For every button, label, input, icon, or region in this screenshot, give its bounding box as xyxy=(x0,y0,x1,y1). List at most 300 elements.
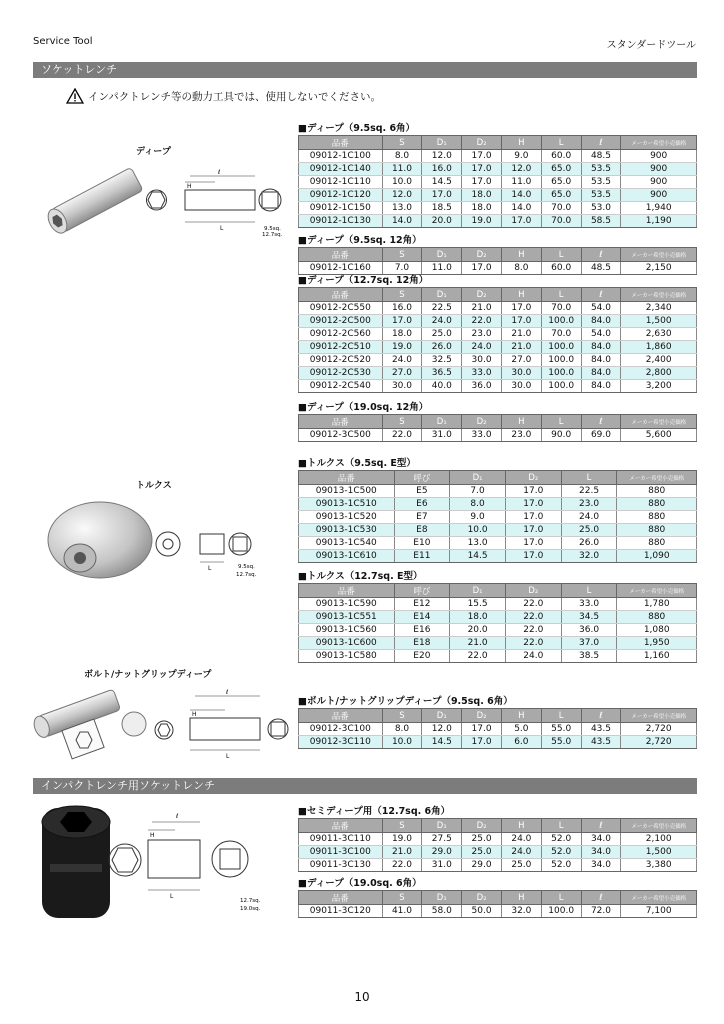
table-title: ■ディープ（9.5sq. 12角） xyxy=(298,235,422,246)
part-number-cell: 09012-2C540 xyxy=(299,380,383,393)
column-header: S xyxy=(382,288,422,302)
value-cell: E12 xyxy=(394,598,450,611)
value-cell: 17.0 xyxy=(462,723,502,736)
value-cell: 90.0 xyxy=(541,429,581,442)
table-row xyxy=(299,367,697,380)
column-header: H xyxy=(501,819,541,833)
value-cell: 17.0 xyxy=(505,550,561,563)
table-row xyxy=(299,611,697,624)
column-header: 品番 xyxy=(299,471,395,485)
value-cell: 55.0 xyxy=(541,723,581,736)
value-cell: 17.0 xyxy=(382,315,422,328)
value-cell: 3,200 xyxy=(621,380,697,393)
part-number-cell: 09013-1C580 xyxy=(299,650,395,663)
value-cell: 900 xyxy=(621,176,697,189)
table-title: ■ディープ（19.0sq. 6角） xyxy=(298,878,422,889)
value-cell: 8.0 xyxy=(382,723,422,736)
value-cell: 70.0 xyxy=(541,302,581,315)
table-row xyxy=(299,262,697,275)
value-cell: 27.5 xyxy=(422,833,462,846)
value-cell: 17.0 xyxy=(462,736,502,749)
value-cell: 53.5 xyxy=(581,176,621,189)
part-number-cell: 09012-2C530 xyxy=(299,367,383,380)
column-header: L xyxy=(541,288,581,302)
value-cell: 14.0 xyxy=(501,189,541,202)
value-cell: 22.0 xyxy=(382,859,422,872)
svg-text:L: L xyxy=(208,565,212,572)
value-cell: 26.0 xyxy=(561,537,617,550)
value-cell: 22.0 xyxy=(505,598,561,611)
value-cell: 22.5 xyxy=(561,485,617,498)
table-title: ■セミディープ用（12.7sq. 6角） xyxy=(298,806,451,817)
value-cell: 17.0 xyxy=(462,163,502,176)
value-cell: 2,800 xyxy=(621,367,697,380)
column-header: D₂ xyxy=(505,471,561,485)
table-row xyxy=(299,150,697,163)
table-torx-12-7 xyxy=(298,570,697,663)
caption-torx: トルクス xyxy=(136,481,172,491)
column-header: L xyxy=(541,248,581,262)
value-cell: E20 xyxy=(394,650,450,663)
value-cell: 17.0 xyxy=(505,485,561,498)
value-cell: 34.5 xyxy=(561,611,617,624)
table-deep-19-0-12pt xyxy=(298,401,697,442)
column-header: メーカー希望小売価格 xyxy=(621,288,697,302)
column-header: S xyxy=(382,709,422,723)
column-header: L xyxy=(541,819,581,833)
value-cell: 24.0 xyxy=(561,511,617,524)
part-number-cell: 09013-1C530 xyxy=(299,524,395,537)
value-cell: 29.0 xyxy=(462,859,502,872)
value-cell: 34.0 xyxy=(581,846,621,859)
value-cell: 1,090 xyxy=(617,550,697,563)
value-cell: E16 xyxy=(394,624,450,637)
column-header: L xyxy=(541,136,581,150)
svg-text:L: L xyxy=(226,753,230,760)
svg-text:ℓ: ℓ xyxy=(218,169,221,176)
svg-text:L: L xyxy=(220,225,224,232)
table-row xyxy=(299,624,697,637)
value-cell: 1,500 xyxy=(621,315,697,328)
value-cell: 9.0 xyxy=(450,511,506,524)
column-header: L xyxy=(541,709,581,723)
value-cell: 40.0 xyxy=(422,380,462,393)
value-cell: 52.0 xyxy=(541,846,581,859)
value-cell: 34.0 xyxy=(581,859,621,872)
value-cell: 1,160 xyxy=(617,650,697,663)
value-cell: 880 xyxy=(617,485,697,498)
warning-text: インパクトレンチ等の動力工具では、使用しないでください。 xyxy=(88,90,382,103)
value-cell: 25.0 xyxy=(561,524,617,537)
column-header: 品番 xyxy=(299,709,383,723)
value-cell: 22.0 xyxy=(505,611,561,624)
value-cell: 14.0 xyxy=(382,215,422,228)
part-number-cell: 09012-2C500 xyxy=(299,315,383,328)
column-header: 品番 xyxy=(299,584,395,598)
value-cell: 2,400 xyxy=(621,354,697,367)
column-header: L xyxy=(561,471,617,485)
value-cell: 22.0 xyxy=(462,315,502,328)
column-header: メーカー希望小売価格 xyxy=(621,819,697,833)
value-cell: E7 xyxy=(394,511,450,524)
table-row xyxy=(299,485,697,498)
value-cell: 24.0 xyxy=(501,833,541,846)
value-cell: 24.0 xyxy=(422,315,462,328)
impact-sq-label: 12.7sq. xyxy=(240,898,261,904)
column-header: D₂ xyxy=(462,248,502,262)
value-cell: E14 xyxy=(394,611,450,624)
value-cell: 21.0 xyxy=(450,637,506,650)
part-number-cell: 09013-1C520 xyxy=(299,511,395,524)
spec-table xyxy=(298,470,697,563)
value-cell: 18.0 xyxy=(462,189,502,202)
part-number-cell: 09013-1C500 xyxy=(299,485,395,498)
table-row xyxy=(299,650,697,663)
column-header: S xyxy=(382,415,422,429)
value-cell: 7,100 xyxy=(621,905,697,918)
bolt-grip-illustration xyxy=(30,680,295,760)
value-cell: 880 xyxy=(617,524,697,537)
table-row xyxy=(299,302,697,315)
column-header: ℓ xyxy=(581,248,621,262)
deep-sq-label: 9.5sq. xyxy=(264,226,281,232)
value-cell: 2,100 xyxy=(621,833,697,846)
value-cell: 70.0 xyxy=(541,202,581,215)
table-bolt-grip xyxy=(298,695,697,749)
column-header: 品番 xyxy=(299,248,383,262)
value-cell: 100.0 xyxy=(541,341,581,354)
part-number-cell: 09011-3C100 xyxy=(299,846,383,859)
value-cell: 70.0 xyxy=(541,215,581,228)
value-cell: 60.0 xyxy=(541,150,581,163)
value-cell: 14.0 xyxy=(501,202,541,215)
value-cell: 55.0 xyxy=(541,736,581,749)
column-header: D₁ xyxy=(422,819,462,833)
value-cell: 1,860 xyxy=(621,341,697,354)
value-cell: 900 xyxy=(621,163,697,176)
column-header: L xyxy=(561,584,617,598)
value-cell: 53.5 xyxy=(581,163,621,176)
value-cell: 84.0 xyxy=(581,367,621,380)
part-number-cell: 09012-2C510 xyxy=(299,341,383,354)
section-title-impact-socket: インパクトレンチ用ソケットレンチ xyxy=(33,778,697,794)
value-cell: 23.0 xyxy=(561,498,617,511)
value-cell: 84.0 xyxy=(581,354,621,367)
warning-note xyxy=(66,88,381,104)
value-cell: 880 xyxy=(617,611,697,624)
value-cell: 14.5 xyxy=(450,550,506,563)
column-header: D₁ xyxy=(422,136,462,150)
table-impact-deep xyxy=(298,877,697,918)
column-header: D₂ xyxy=(505,584,561,598)
value-cell: 2,720 xyxy=(621,723,697,736)
value-cell: 8.0 xyxy=(501,262,541,275)
value-cell: 36.5 xyxy=(422,367,462,380)
spec-table xyxy=(298,890,697,918)
table-deep-9-5-12pt xyxy=(298,234,697,275)
table-row xyxy=(299,328,697,341)
value-cell: 52.0 xyxy=(541,859,581,872)
value-cell: 48.5 xyxy=(581,150,621,163)
column-header: H xyxy=(501,248,541,262)
value-cell: 54.0 xyxy=(581,302,621,315)
value-cell: 31.0 xyxy=(422,859,462,872)
table-title: ■ディープ（9.5sq. 6角） xyxy=(298,123,416,134)
torx-sq-label: 9.5sq. xyxy=(238,564,255,570)
value-cell: 21.0 xyxy=(382,846,422,859)
value-cell: 100.0 xyxy=(541,380,581,393)
column-header: 呼び xyxy=(394,471,450,485)
part-number-cell: 09012-2C560 xyxy=(299,328,383,341)
column-header: メーカー希望小売価格 xyxy=(621,248,697,262)
value-cell: 12.0 xyxy=(501,163,541,176)
table-row xyxy=(299,833,697,846)
value-cell: 12.0 xyxy=(422,150,462,163)
value-cell: 30.0 xyxy=(382,380,422,393)
value-cell: 1,940 xyxy=(621,202,697,215)
table-row xyxy=(299,859,697,872)
table-row xyxy=(299,524,697,537)
value-cell: 60.0 xyxy=(541,262,581,275)
part-number-cell: 09013-1C560 xyxy=(299,624,395,637)
part-number-cell: 09013-1C510 xyxy=(299,498,395,511)
value-cell: 2,340 xyxy=(621,302,697,315)
page-number: 10 xyxy=(354,990,370,1004)
header-right: スタンダードツール xyxy=(606,40,696,51)
value-cell: 36.0 xyxy=(462,380,502,393)
value-cell: 13.0 xyxy=(382,202,422,215)
table-row xyxy=(299,498,697,511)
column-header: メーカー希望小売価格 xyxy=(617,584,697,598)
column-header: D₁ xyxy=(422,891,462,905)
value-cell: 50.0 xyxy=(462,905,502,918)
value-cell: 25.0 xyxy=(462,833,502,846)
value-cell: 2,720 xyxy=(621,736,697,749)
value-cell: 1,500 xyxy=(621,846,697,859)
value-cell: 11.0 xyxy=(422,262,462,275)
torx-sq2-label: 12.7sq. xyxy=(236,572,257,578)
svg-text:H: H xyxy=(192,711,197,718)
spec-table xyxy=(298,708,697,749)
column-header: D₂ xyxy=(462,709,502,723)
part-number-cell: 09011-3C130 xyxy=(299,859,383,872)
value-cell: 17.0 xyxy=(501,302,541,315)
value-cell: 24.0 xyxy=(462,341,502,354)
value-cell: 17.0 xyxy=(505,537,561,550)
column-header: H xyxy=(501,288,541,302)
table-row xyxy=(299,598,697,611)
value-cell: 65.0 xyxy=(541,189,581,202)
value-cell: 43.5 xyxy=(581,723,621,736)
column-header: メーカー希望小売価格 xyxy=(621,709,697,723)
value-cell: E10 xyxy=(394,537,450,550)
table-row xyxy=(299,380,697,393)
table-row xyxy=(299,429,697,442)
column-header: ℓ xyxy=(581,415,621,429)
column-header: D₂ xyxy=(462,288,502,302)
column-header: メーカー希望小売価格 xyxy=(621,136,697,150)
part-number-cell: 09012-1C140 xyxy=(299,163,383,176)
part-number-cell: 09012-3C100 xyxy=(299,723,383,736)
value-cell: 100.0 xyxy=(541,315,581,328)
part-number-cell: 09012-2C550 xyxy=(299,302,383,315)
part-number-cell: 09013-1C551 xyxy=(299,611,395,624)
table-row xyxy=(299,550,697,563)
part-number-cell: 09012-1C120 xyxy=(299,189,383,202)
svg-text:ℓ: ℓ xyxy=(176,813,179,820)
value-cell: 19.0 xyxy=(382,833,422,846)
value-cell: 880 xyxy=(617,511,697,524)
column-header: S xyxy=(382,248,422,262)
part-number-cell: 09012-1C100 xyxy=(299,150,383,163)
value-cell: 84.0 xyxy=(581,380,621,393)
value-cell: 22.0 xyxy=(505,624,561,637)
value-cell: 25.0 xyxy=(422,328,462,341)
value-cell: 18.0 xyxy=(462,202,502,215)
value-cell: 20.0 xyxy=(450,624,506,637)
value-cell: 34.0 xyxy=(581,833,621,846)
value-cell: 14.5 xyxy=(422,176,462,189)
value-cell: 48.5 xyxy=(581,262,621,275)
part-number-cell: 09012-1C110 xyxy=(299,176,383,189)
caption-bolt-grip: ボルト/ナットグリップディープ xyxy=(84,670,212,680)
value-cell: 2,630 xyxy=(621,328,697,341)
table-row xyxy=(299,176,697,189)
column-header: S xyxy=(382,819,422,833)
part-number-cell: 09011-3C110 xyxy=(299,833,383,846)
torx-socket-illustration xyxy=(40,500,270,585)
value-cell: E6 xyxy=(394,498,450,511)
part-number-cell: 09012-2C520 xyxy=(299,354,383,367)
table-deep-9-5-6pt xyxy=(298,122,697,228)
table-row xyxy=(299,511,697,524)
column-header: ℓ xyxy=(581,136,621,150)
value-cell: 17.0 xyxy=(501,315,541,328)
table-title: ■ボルト/ナットグリップディープ（9.5sq. 6角） xyxy=(298,696,513,707)
column-header: 品番 xyxy=(299,415,383,429)
value-cell: E18 xyxy=(394,637,450,650)
value-cell: 36.0 xyxy=(561,624,617,637)
column-header: L xyxy=(541,891,581,905)
value-cell: 23.0 xyxy=(462,328,502,341)
value-cell: 8.0 xyxy=(450,498,506,511)
value-cell: 22.0 xyxy=(505,637,561,650)
column-header: ℓ xyxy=(581,288,621,302)
column-header: ℓ xyxy=(581,819,621,833)
part-number-cell: 09012-1C160 xyxy=(299,262,383,275)
part-number-cell: 09013-1C600 xyxy=(299,637,395,650)
column-header: D₁ xyxy=(422,415,462,429)
svg-text:ℓ: ℓ xyxy=(226,689,229,696)
column-header: メーカー希望小売価格 xyxy=(621,415,697,429)
value-cell: 13.0 xyxy=(450,537,506,550)
value-cell: 900 xyxy=(621,189,697,202)
value-cell: 54.0 xyxy=(581,328,621,341)
deep-socket-illustration xyxy=(40,160,290,240)
value-cell: 17.0 xyxy=(422,189,462,202)
value-cell: 1,780 xyxy=(617,598,697,611)
table-row xyxy=(299,189,697,202)
value-cell: 5,600 xyxy=(621,429,697,442)
column-header: D₁ xyxy=(422,288,462,302)
value-cell: 25.0 xyxy=(501,859,541,872)
value-cell: 100.0 xyxy=(541,905,581,918)
table-deep-12-7-12pt xyxy=(298,274,697,393)
value-cell: 18.0 xyxy=(450,611,506,624)
value-cell: 84.0 xyxy=(581,341,621,354)
value-cell: 9.0 xyxy=(501,150,541,163)
value-cell: 100.0 xyxy=(541,367,581,380)
value-cell: 15.5 xyxy=(450,598,506,611)
value-cell: 58.5 xyxy=(581,215,621,228)
value-cell: 33.0 xyxy=(462,367,502,380)
table-row xyxy=(299,723,697,736)
table-row xyxy=(299,637,697,650)
value-cell: 65.0 xyxy=(541,176,581,189)
column-header: D₁ xyxy=(450,584,506,598)
value-cell: 7.0 xyxy=(450,485,506,498)
column-header: メーカー希望小売価格 xyxy=(617,471,697,485)
column-header: 品番 xyxy=(299,819,383,833)
value-cell: 72.0 xyxy=(581,905,621,918)
value-cell: 18.5 xyxy=(422,202,462,215)
value-cell: 16.0 xyxy=(422,163,462,176)
part-number-cell: 09012-3C110 xyxy=(299,736,383,749)
column-header: 品番 xyxy=(299,136,383,150)
spec-table xyxy=(298,818,697,872)
value-cell: 25.0 xyxy=(462,846,502,859)
impact-sq2-label: 19.0sq. xyxy=(240,906,261,912)
table-title: ■ディープ（12.7sq. 12角） xyxy=(298,275,429,286)
table-row xyxy=(299,315,697,328)
column-header: 呼び xyxy=(394,584,450,598)
spec-table xyxy=(298,583,697,663)
value-cell: 12.0 xyxy=(422,723,462,736)
value-cell: 880 xyxy=(617,498,697,511)
value-cell: 30.0 xyxy=(501,380,541,393)
value-cell: 20.0 xyxy=(422,215,462,228)
value-cell: 32.5 xyxy=(422,354,462,367)
part-number-cell: 09012-1C130 xyxy=(299,215,383,228)
value-cell: 43.5 xyxy=(581,736,621,749)
table-row xyxy=(299,537,697,550)
value-cell: 1,950 xyxy=(617,637,697,650)
column-header: L xyxy=(541,415,581,429)
column-header: 品番 xyxy=(299,891,383,905)
column-header: D₂ xyxy=(462,415,502,429)
caption-deep: ディープ xyxy=(136,147,171,157)
value-cell: 21.0 xyxy=(462,302,502,315)
value-cell: 33.0 xyxy=(462,429,502,442)
value-cell: 30.0 xyxy=(462,354,502,367)
impact-socket-illustration xyxy=(30,800,292,930)
value-cell: 17.0 xyxy=(501,215,541,228)
column-header: D₂ xyxy=(462,891,502,905)
table-impact-semi-deep xyxy=(298,805,697,872)
part-number-cell: 09012-3C500 xyxy=(299,429,383,442)
value-cell: 32.0 xyxy=(561,550,617,563)
table-title: ■ディープ（19.0sq. 12角） xyxy=(298,402,429,413)
value-cell: 14.5 xyxy=(422,736,462,749)
column-header: ℓ xyxy=(581,709,621,723)
value-cell: 17.0 xyxy=(505,524,561,537)
table-row xyxy=(299,905,697,918)
value-cell: 31.0 xyxy=(422,429,462,442)
value-cell: 5.0 xyxy=(501,723,541,736)
column-header: 品番 xyxy=(299,288,383,302)
column-header: D₂ xyxy=(462,136,502,150)
part-number-cell: 09013-1C590 xyxy=(299,598,395,611)
